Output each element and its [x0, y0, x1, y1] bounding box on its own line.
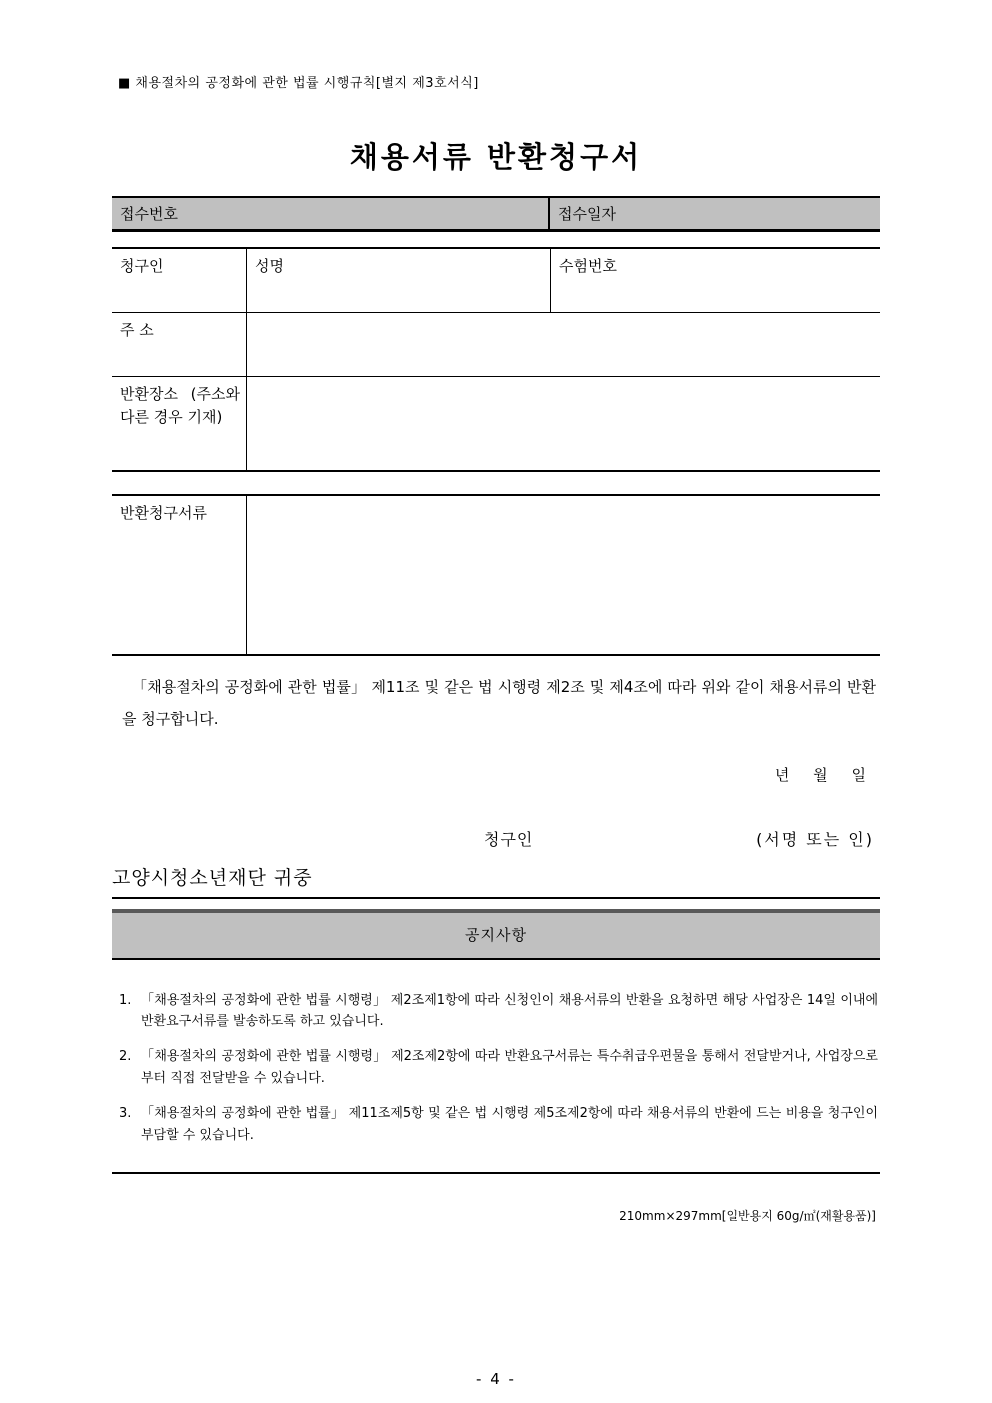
name-field-label: 성명: [255, 257, 284, 275]
exam-number-field[interactable]: [550, 249, 880, 312]
address-label: 주 소: [120, 321, 154, 339]
table-row: [112, 496, 880, 654]
divider: [112, 1172, 880, 1174]
signer-label: 청구인: [484, 829, 534, 849]
notice-list: [112, 990, 880, 1147]
receipt-number-label: 접수번호: [120, 205, 178, 223]
receipt-header-row: [112, 196, 880, 232]
divider: [112, 897, 880, 899]
signature-note: (서명 또는 인): [756, 829, 874, 849]
page-title: 채용서류 반환청구서: [349, 140, 643, 174]
declaration-text: 「채용절차의 공정화에 관한 법률」 제11조 및 같은 법 시행령 제2조 및 제4조에 따라 위와 같이 채용서류의 반환을 청구합니다.: [122, 678, 876, 729]
receipt-date-label: 접수일자: [558, 205, 616, 223]
notice-number: 1.: [119, 992, 132, 1008]
recipient-org: 고양시청소년재단 귀중: [112, 866, 313, 889]
signature-line: [112, 827, 880, 849]
form-reference: ■ 채용절차의 공정화에 관한 법률 시행규칙[별지 제3호서식]: [118, 76, 479, 91]
table-row: [112, 377, 880, 470]
address-field[interactable]: [246, 313, 880, 376]
receipt-date-field[interactable]: [548, 198, 880, 229]
list-item: [112, 1046, 880, 1089]
notice-header-label: 공지사항: [465, 925, 527, 944]
notice-header-bar: [112, 909, 880, 960]
notice-text: 「채용절차의 공정화에 관한 법률 시행령」 제2조제2항에 따라 반환요구서류는 특수취급우편물을 통해서 전달받거나, 사업장으로부터 직접 전달받을 수 있습니다.: [141, 1049, 878, 1086]
date-line: 년 월 일: [774, 765, 866, 784]
notice-text: 「채용절차의 공정화에 관한 법률 시행령」 제2조제1항에 따라 신청인이 채용서류의 반환을 요청하면 해당 사업장은 14일 이내에 반환요구서류를 발송하도록 하고 있습니다.: [141, 992, 878, 1029]
name-field[interactable]: [246, 249, 550, 312]
paper-spec: 210mm×297mm[일반용지 60g/㎡(재활용품)]: [619, 1209, 876, 1224]
return-place-field[interactable]: [246, 377, 880, 470]
exam-number-field-label: 수험번호: [559, 257, 617, 275]
page-number: - 4 -: [476, 1370, 516, 1389]
notice-number: 3.: [119, 1106, 132, 1122]
document-page: [112, 0, 880, 1388]
list-item: [112, 1103, 880, 1146]
notice-text: 「채용절차의 공정화에 관한 법률」 제11조제5항 및 같은 법 시행령 제5조제2항에 따라 채용서류의 반환에 드는 비용을 청구인이 부담할 수 있습니다.: [141, 1106, 878, 1143]
spacer: [112, 232, 880, 247]
documents-table: [112, 494, 880, 656]
list-item: [112, 990, 880, 1033]
applicant-table: [112, 247, 880, 472]
receipt-number-field[interactable]: [112, 198, 548, 229]
claimant-label: 청구인: [120, 257, 164, 275]
documents-label: 반환청구서류: [120, 504, 207, 522]
table-row: [112, 249, 880, 313]
documents-field[interactable]: [246, 496, 880, 654]
return-place-label: 반환장소 (주소와 다른 경우 기재): [120, 385, 240, 427]
table-row: [112, 313, 880, 377]
spacer: [112, 472, 880, 494]
notice-number: 2.: [119, 1049, 132, 1065]
